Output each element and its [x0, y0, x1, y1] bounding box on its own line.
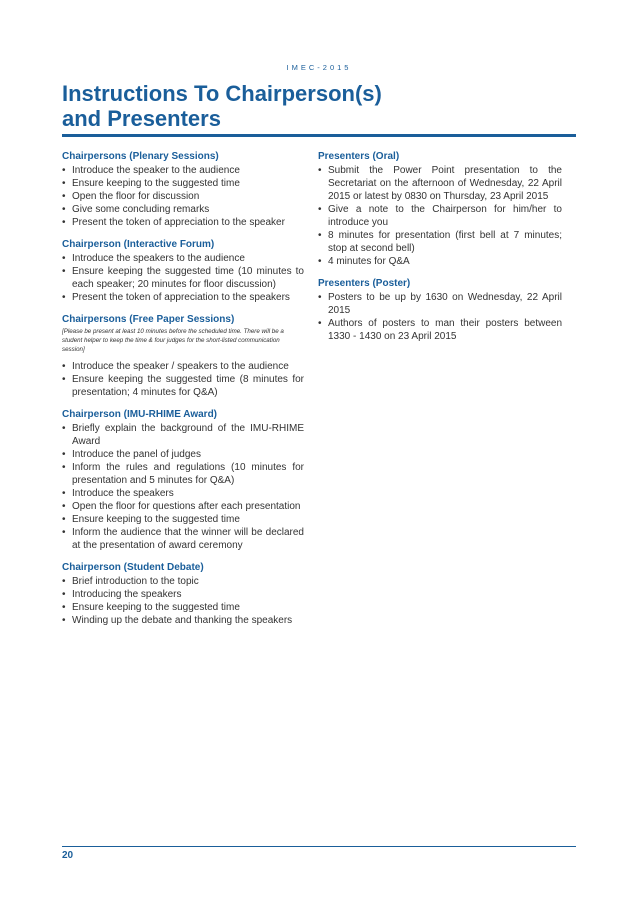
- list-item: • 8 minutes for presentation (first bell at 7 minutes; stop at second bell): [318, 229, 562, 255]
- list-item: • Posters to be up by 1630 on Wednesday, 22 April 2015: [318, 291, 562, 317]
- bullet-list: [62, 360, 304, 399]
- list-item: • 4 minutes for Q&A: [318, 255, 562, 268]
- bullet-list: [62, 252, 304, 304]
- list-item: • Introduce the speaker to the audience: [62, 164, 304, 177]
- list-item: • Submit the Power Point presentation to the Secretariat on the afternoon of Wednesday, 22 April 2015 or latest by 0830 on Thursday, 23 April 2015: [318, 164, 562, 203]
- list-item: • Give some concluding remarks: [62, 203, 304, 216]
- list-item: • Introducing the speakers: [62, 588, 304, 601]
- bullet-list: [62, 575, 304, 627]
- section-heading: Chairpersons (Plenary Sessions): [62, 151, 219, 162]
- list-item: • Authors of posters to man their posters between 1330 - 1430 on 23 April 2015: [318, 317, 562, 343]
- instruction-section: [318, 150, 562, 268]
- list-item: • Give a note to the Chairperson for him/her to introduce you: [318, 203, 562, 229]
- instruction-section: [62, 150, 304, 229]
- right-column: [318, 150, 562, 352]
- page-number: 20: [62, 850, 74, 861]
- list-item: • Briefly explain the background of the IMU-RHIME Award: [62, 422, 304, 448]
- instruction-section: [62, 561, 304, 627]
- section-heading: Chairpersons (Free Paper Sessions): [62, 314, 235, 325]
- list-item: • Ensure keeping the suggested time (8 minutes for presentation; 4 minutes for Q&A): [62, 373, 304, 399]
- bullet-list: [62, 164, 304, 229]
- instruction-section: [62, 313, 304, 399]
- section-heading: Chairperson (Student Debate): [62, 562, 204, 573]
- list-item: • Ensure keeping the suggested time (10 minutes to each speaker; 20 minutes for floor discussion): [62, 265, 304, 291]
- list-item: • Introduce the speakers to the audience: [62, 252, 304, 265]
- list-item: • Open the floor for discussion: [62, 190, 304, 203]
- list-item: • Introduce the speaker / speakers to the audience: [62, 360, 304, 373]
- left-column: [62, 150, 304, 636]
- list-item: • Winding up the debate and thanking the speakers: [62, 614, 304, 627]
- list-item: • Ensure keeping to the suggested time: [62, 601, 304, 614]
- instruction-section: [318, 277, 562, 343]
- bullet-list: [318, 291, 562, 343]
- footer-divider: [62, 846, 576, 847]
- list-item: • Open the floor for questions after each presentation: [62, 500, 304, 513]
- instruction-section: [62, 408, 304, 552]
- instruction-section: [62, 238, 304, 304]
- title-divider: [62, 134, 576, 137]
- list-item: • Ensure keeping to the suggested time: [62, 513, 304, 526]
- list-item: • Brief introduction to the topic: [62, 575, 304, 588]
- bullet-list: [62, 422, 304, 552]
- bullet-list: [318, 164, 562, 268]
- page-title-line-2: and Presenters: [62, 106, 221, 131]
- section-heading: Chairperson (Interactive Forum): [62, 239, 215, 250]
- section-heading: Presenters (Oral): [318, 151, 400, 162]
- page-title: [62, 81, 382, 131]
- section-note: [Please be present at least 10 minutes before the scheduled time. There will be a student helper to keep the time & four judges for the short-listed communication session]: [62, 328, 284, 353]
- page-title-line-1: Instructions To Chairperson(s): [62, 81, 382, 106]
- list-item: • Inform the rules and regulations (10 minutes for presentation and 5 minutes for Q&A): [62, 461, 304, 487]
- running-header: IMEC-2015: [286, 63, 352, 72]
- list-item: • Ensure keeping to the suggested time: [62, 177, 304, 190]
- list-item: • Present the token of appreciation to the speakers: [62, 291, 304, 304]
- list-item: • Inform the audience that the winner will be declared at the presentation of award ceremony: [62, 526, 304, 552]
- list-item: • Introduce the speakers: [62, 487, 304, 500]
- section-heading: Chairperson (IMU-RHIME Award): [62, 409, 218, 420]
- list-item: • Introduce the panel of judges: [62, 448, 304, 461]
- section-heading: Presenters (Poster): [318, 278, 411, 289]
- list-item: • Present the token of appreciation to the speaker: [62, 216, 304, 229]
